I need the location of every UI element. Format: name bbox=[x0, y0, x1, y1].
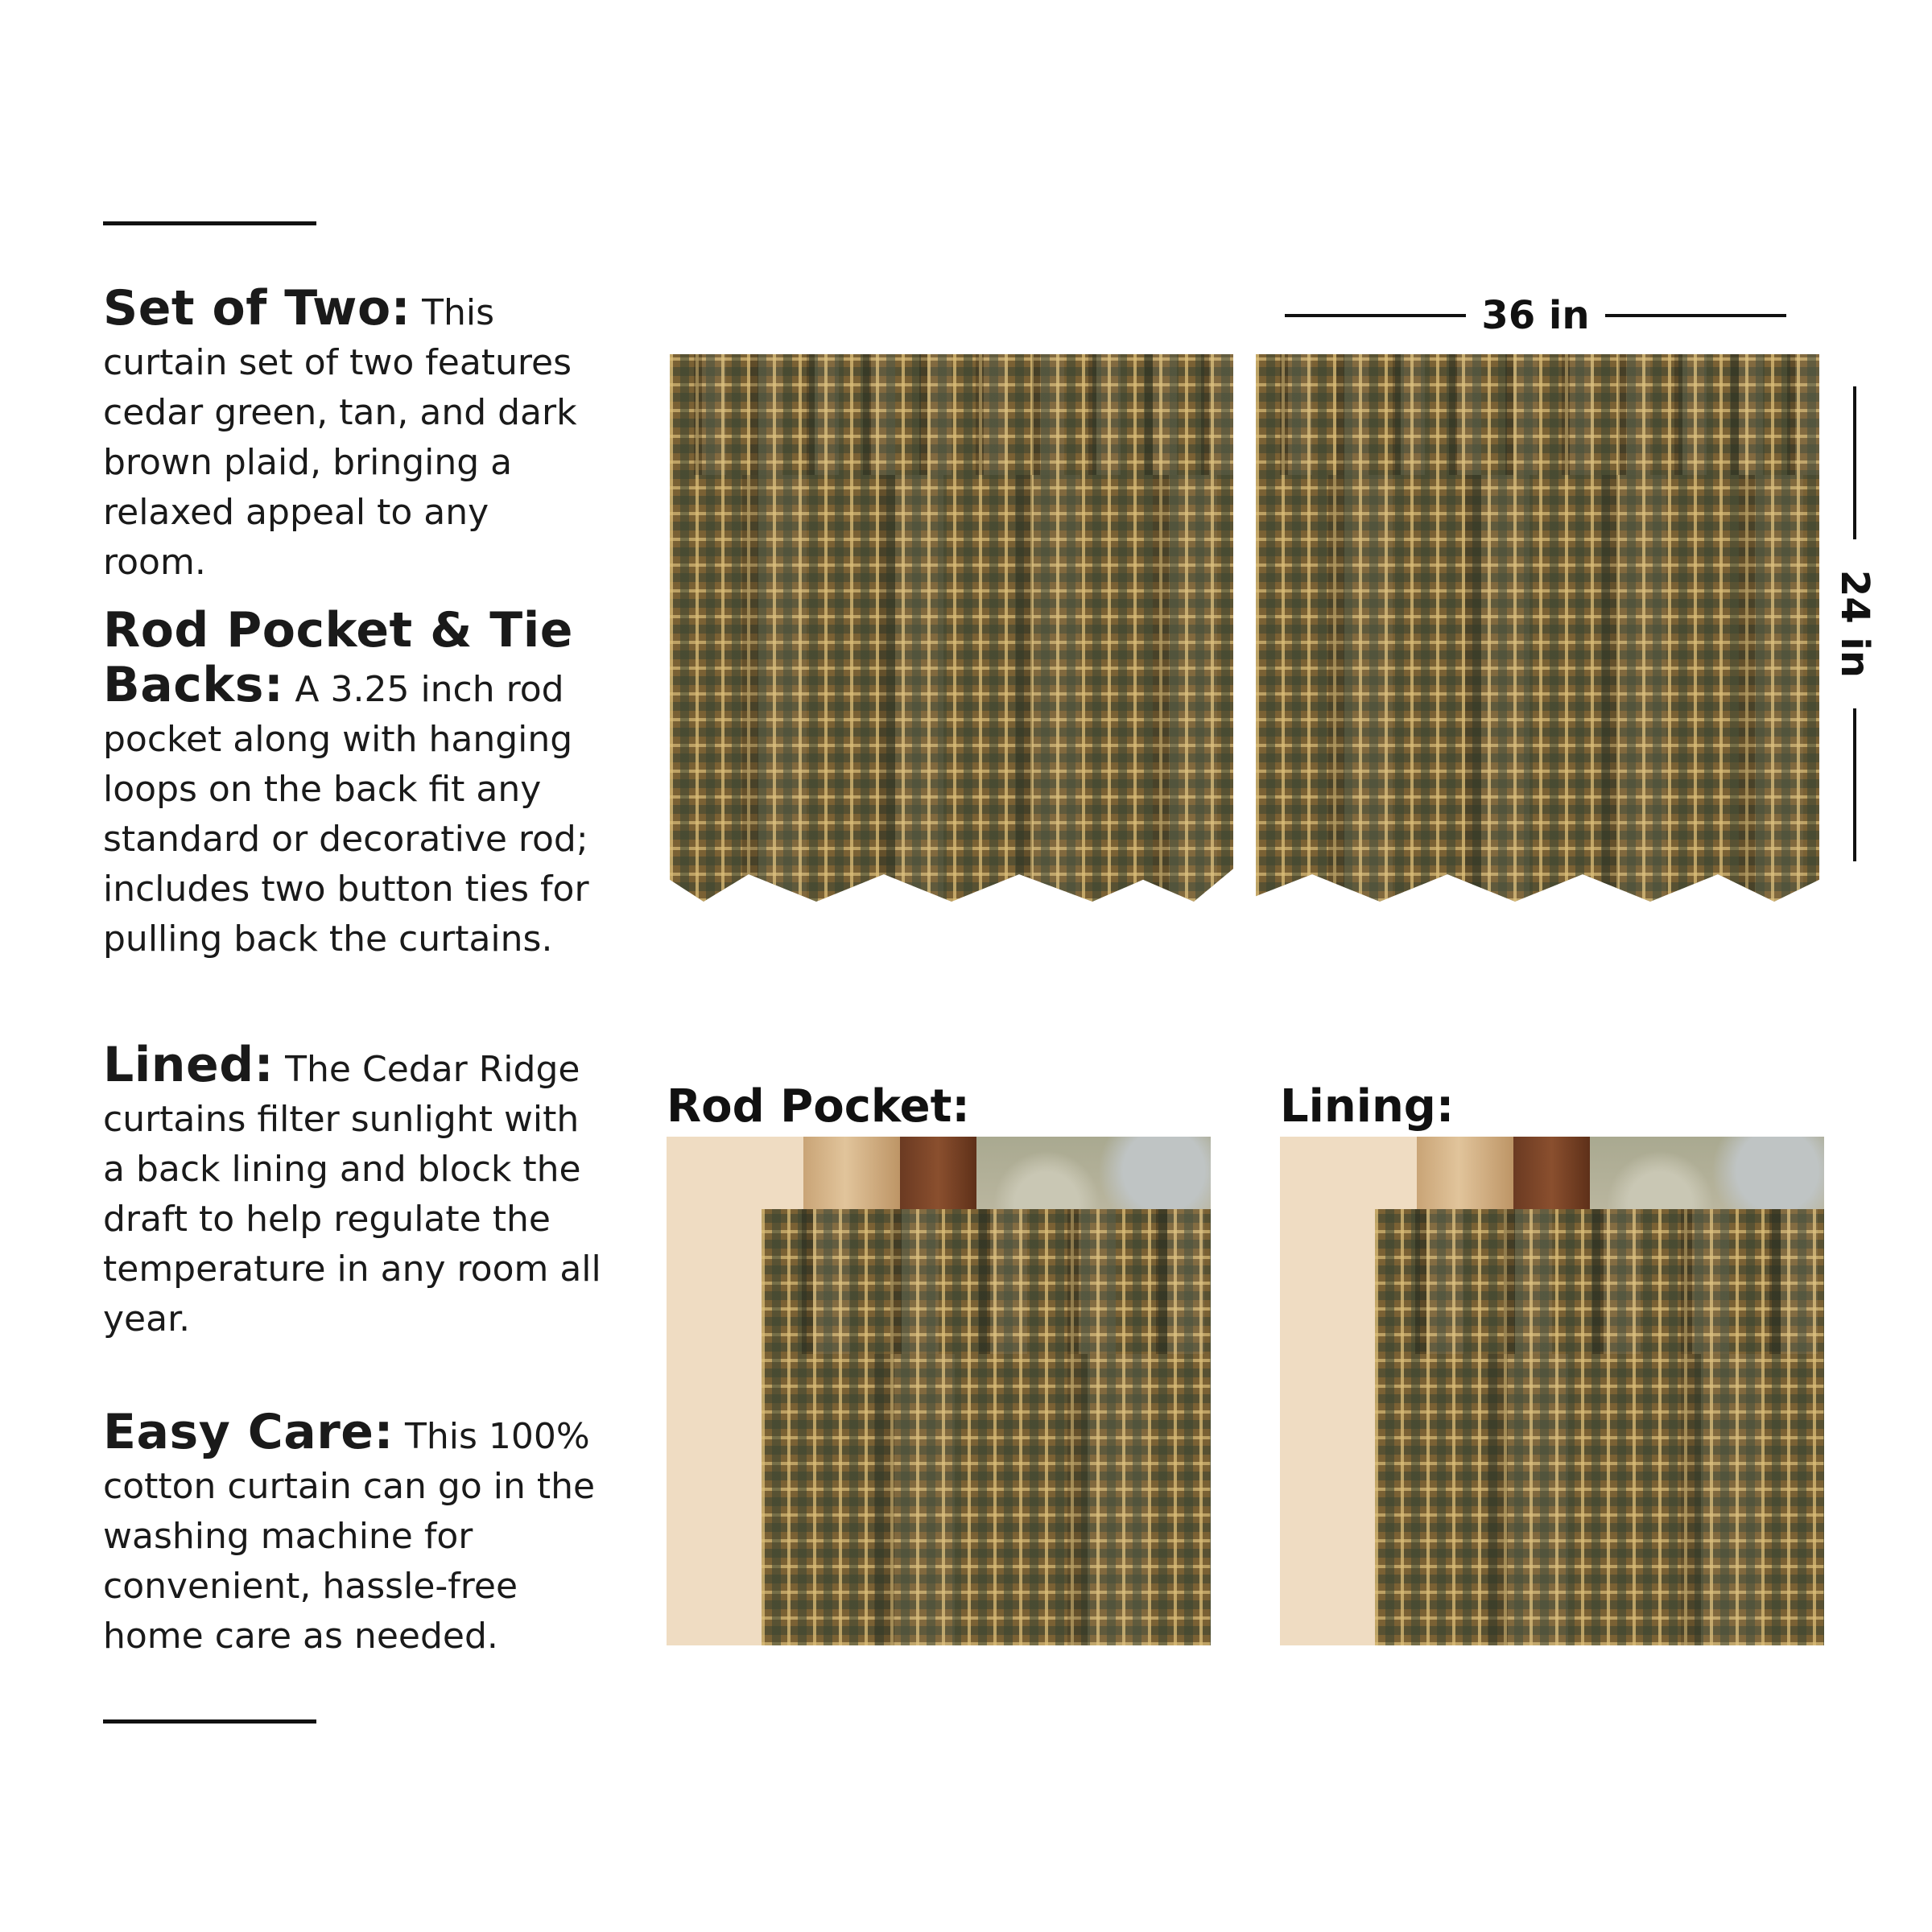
feature-body: This 100% cotton curtain can go in the washing machine for convenient, hassle-free home care as needed. bbox=[103, 1416, 596, 1657]
curtain-folds bbox=[1256, 475, 1819, 902]
curtain-panel-left bbox=[670, 354, 1233, 902]
feature-heading: Easy Care: bbox=[103, 1404, 394, 1460]
curtain-folds bbox=[1375, 1354, 1824, 1645]
width-dimension-label: 36 in bbox=[1481, 293, 1590, 338]
feature-body: This curtain set of two features cedar green, tan, and dark brown plaid, bringing a relaxed appeal to any room. bbox=[103, 292, 577, 583]
width-dimension-line-left bbox=[1285, 314, 1466, 317]
feature-lined bbox=[103, 1037, 602, 1344]
feature-rod-pocket-tie-backs bbox=[103, 602, 602, 964]
rod-pocket-gather bbox=[1375, 1209, 1824, 1354]
feature-easy-care bbox=[103, 1404, 602, 1662]
rod-pocket-gather bbox=[670, 354, 1233, 475]
height-dimension-label: 24 in bbox=[1832, 569, 1877, 679]
divider-top bbox=[103, 221, 316, 225]
divider-bottom bbox=[103, 1719, 316, 1724]
curtain-folds bbox=[670, 475, 1233, 902]
feature-heading: Lined: bbox=[103, 1037, 275, 1093]
rod-pocket-gather bbox=[762, 1209, 1211, 1354]
rod-pocket-caption: Rod Pocket: bbox=[667, 1080, 970, 1133]
feature-heading: Rod Pocket & Tie Backs: bbox=[103, 602, 573, 713]
feature-heading: Set of Two: bbox=[103, 280, 411, 336]
width-dimension-line-right bbox=[1605, 314, 1786, 317]
rod-pocket-gather bbox=[1256, 354, 1819, 475]
feature-body: The Cedar Ridge curtains filter sunlight with a back lining and block the draft to help regulate the temperature in any room all year. bbox=[103, 1049, 601, 1340]
rod-pocket-detail-photo bbox=[667, 1137, 1211, 1645]
curtain-panel-right bbox=[1256, 354, 1819, 902]
curtain-folds bbox=[762, 1354, 1211, 1645]
lining-caption: Lining: bbox=[1280, 1080, 1455, 1133]
lining-detail-photo bbox=[1280, 1137, 1824, 1645]
height-dimension-line-top bbox=[1853, 386, 1856, 539]
height-dimension-line-bottom bbox=[1853, 708, 1856, 861]
feature-set-of-two bbox=[103, 280, 602, 588]
feature-body: A 3.25 inch rod pocket along with hanging loops on the back fit any standard or decorative rod; includes two button ties for pulling back the curtains. bbox=[103, 669, 589, 960]
curtain-fabric bbox=[1375, 1209, 1824, 1645]
curtain-fabric bbox=[762, 1209, 1211, 1645]
